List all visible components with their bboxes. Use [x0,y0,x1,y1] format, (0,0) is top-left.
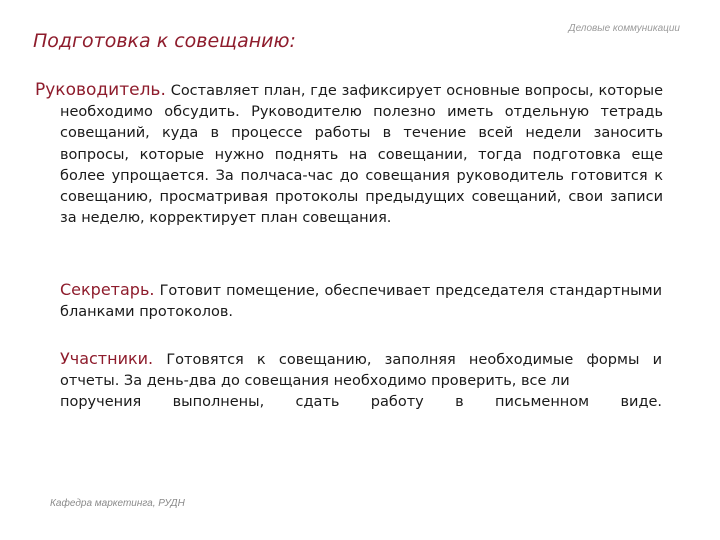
paragraph-participants-last-line: поручения выполнены, сдать работу в письменном виде. [60,394,662,411]
paragraph-participants-text: Готовятся к совещанию, заполняя необходимые формы и отчеты. За день-два до совещания необходимо проверить, все ли [60,352,662,390]
paragraph-secretary [60,279,662,323]
term-participants: Участники. [60,349,154,368]
paragraph-participants [60,348,662,414]
header-note: Деловые коммуникации [568,23,680,34]
paragraph-leader-text: Составляет план, где зафиксирует основные вопросы, которые необходимо обсудить. Руководителю полезно иметь отдельную тетрадь совещаний, куда в процессе работы в течение всей недели заносить вопросы, которые нужно поднять на совещании, тогда подготовка еще более упрощается. За полчаса-час до совещания руководитель готовится к совещанию, просматривая протоколы предыдущих совещаний, свои записи за неделю, корректирует план совещания. [60,83,663,227]
slide-title: Подготовка к совещанию: [33,30,296,52]
term-leader: Руководитель. [35,80,166,100]
footer-note: Кафедра маркетинга, РУДН [50,498,185,509]
paragraph-leader [35,80,663,229]
paragraph-secretary-text: Готовит помещение, обеспечивает председателя стандартными бланками протоколов. [60,283,662,321]
term-secretary: Секретарь. [60,280,155,299]
